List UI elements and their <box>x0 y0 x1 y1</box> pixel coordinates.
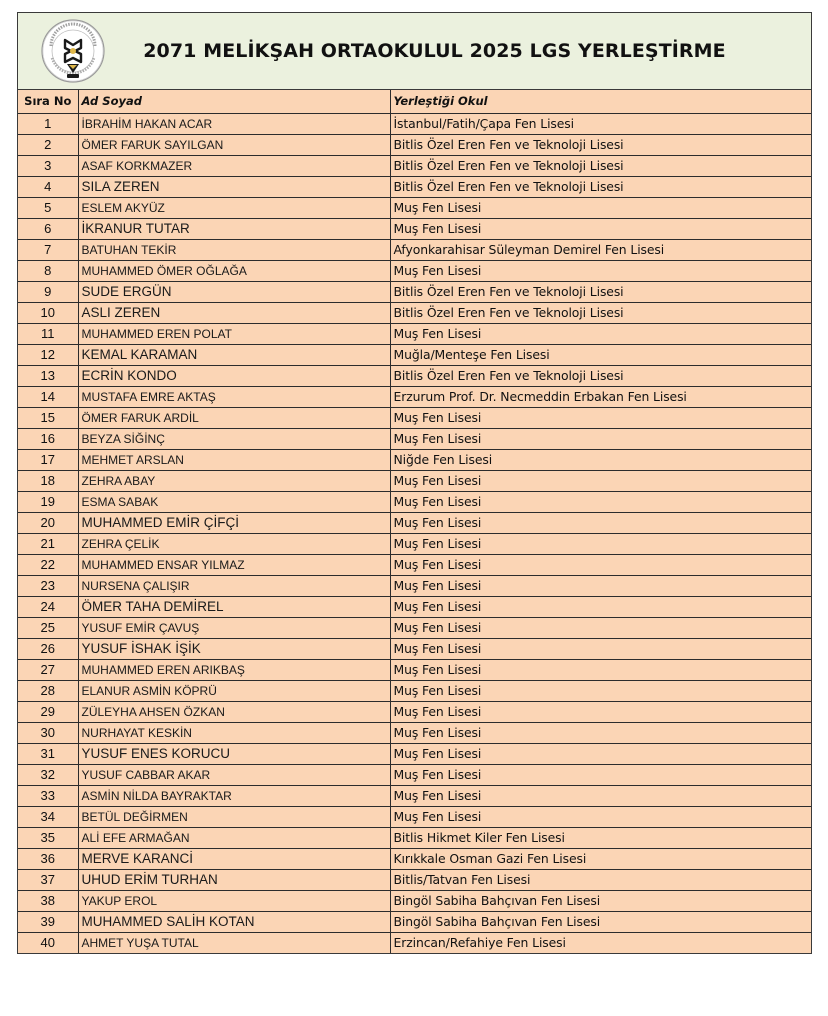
table-row <box>18 218 811 239</box>
table-row <box>18 323 811 344</box>
student-name: ALİ EFE ARMAĞAN <box>78 827 390 848</box>
table-row <box>18 344 811 365</box>
table-row <box>18 659 811 680</box>
table-row <box>18 113 811 134</box>
student-name: YUSUF ENES KORUCU <box>78 743 390 764</box>
table-row <box>18 806 811 827</box>
row-number: 8 <box>18 260 78 281</box>
row-number: 4 <box>18 176 78 197</box>
placement-sheet <box>17 12 812 954</box>
table-row <box>18 428 811 449</box>
placed-school: Bitlis/Tatvan Fen Lisesi <box>390 869 811 890</box>
placed-school: Muş Fen Lisesi <box>390 680 811 701</box>
table-row <box>18 911 811 932</box>
row-number: 12 <box>18 344 78 365</box>
row-number: 17 <box>18 449 78 470</box>
table-row <box>18 386 811 407</box>
table-row <box>18 512 811 533</box>
placed-school: Afyonkarahisar Süleyman Demirel Fen Lisesi <box>390 239 811 260</box>
placed-school: Bitlis Özel Eren Fen ve Teknoloji Lisesi <box>390 155 811 176</box>
placed-school: Muş Fen Lisesi <box>390 722 811 743</box>
table-header-row <box>18 90 811 113</box>
student-name: YUSUF CABBAR AKAR <box>78 764 390 785</box>
student-name: MUHAMMED EREN POLAT <box>78 323 390 344</box>
table-row <box>18 785 811 806</box>
table-row <box>18 554 811 575</box>
placed-school: Muş Fen Lisesi <box>390 596 811 617</box>
row-number: 10 <box>18 302 78 323</box>
table-row <box>18 575 811 596</box>
placed-school: Muş Fen Lisesi <box>390 512 811 533</box>
placed-school: Muş Fen Lisesi <box>390 491 811 512</box>
page-title: 2071 MELİKŞAH ORTAOKULUL 2025 LGS YERLEŞTİRME <box>143 40 726 62</box>
placed-school: Muş Fen Lisesi <box>390 659 811 680</box>
row-number: 6 <box>18 218 78 239</box>
title-header <box>18 13 811 90</box>
student-name: SILA ZEREN <box>78 176 390 197</box>
placed-school: Bitlis Özel Eren Fen ve Teknoloji Lisesi <box>390 302 811 323</box>
row-number: 30 <box>18 722 78 743</box>
student-name: YUSUF EMİR ÇAVUŞ <box>78 617 390 638</box>
table-row <box>18 365 811 386</box>
student-name: ÖMER FARUK SAYILGAN <box>78 134 390 155</box>
table-row <box>18 596 811 617</box>
row-number: 24 <box>18 596 78 617</box>
placed-school: Muş Fen Lisesi <box>390 218 811 239</box>
student-name: MUHAMMED SALİH KOTAN <box>78 911 390 932</box>
row-number: 14 <box>18 386 78 407</box>
table-row <box>18 407 811 428</box>
table-row <box>18 197 811 218</box>
student-name: NURHAYAT KESKİN <box>78 722 390 743</box>
row-number: 29 <box>18 701 78 722</box>
row-number: 20 <box>18 512 78 533</box>
student-name: YAKUP EROL <box>78 890 390 911</box>
row-number: 36 <box>18 848 78 869</box>
placed-school: Muş Fen Lisesi <box>390 743 811 764</box>
placed-school: Muş Fen Lisesi <box>390 575 811 596</box>
table-row <box>18 764 811 785</box>
row-number: 33 <box>18 785 78 806</box>
placed-school: Muş Fen Lisesi <box>390 197 811 218</box>
row-number: 37 <box>18 869 78 890</box>
student-name: MUHAMMED EREN ARIKBAŞ <box>78 659 390 680</box>
placed-school: Bitlis Özel Eren Fen ve Teknoloji Lisesi <box>390 134 811 155</box>
placed-school: Muş Fen Lisesi <box>390 323 811 344</box>
placed-school: Muş Fen Lisesi <box>390 701 811 722</box>
row-number: 9 <box>18 281 78 302</box>
placed-school: Muş Fen Lisesi <box>390 407 811 428</box>
placed-school: Bitlis Özel Eren Fen ve Teknoloji Lisesi <box>390 365 811 386</box>
row-number: 5 <box>18 197 78 218</box>
student-name: YUSUF İSHAK İŞİK <box>78 638 390 659</box>
student-name: ASAF KORKMAZER <box>78 155 390 176</box>
placed-school: Kırıkkale Osman Gazi Fen Lisesi <box>390 848 811 869</box>
row-number: 22 <box>18 554 78 575</box>
student-name: BETÜL DEĞİRMEN <box>78 806 390 827</box>
placed-school: Muş Fen Lisesi <box>390 785 811 806</box>
table-row <box>18 239 811 260</box>
table-row <box>18 722 811 743</box>
row-number: 40 <box>18 932 78 953</box>
table-row <box>18 491 811 512</box>
student-name: ESLEM AKYÜZ <box>78 197 390 218</box>
row-number: 1 <box>18 113 78 134</box>
row-number: 21 <box>18 533 78 554</box>
column-header-name: Ad Soyad <box>78 90 390 113</box>
student-name: MUHAMMED ÖMER OĞLAĞA <box>78 260 390 281</box>
table-row <box>18 260 811 281</box>
row-number: 35 <box>18 827 78 848</box>
row-number: 18 <box>18 470 78 491</box>
column-header-no: Sıra No <box>18 90 78 113</box>
placed-school: Bingöl Sabiha Bahçıvan Fen Lisesi <box>390 911 811 932</box>
table-row <box>18 869 811 890</box>
row-number: 25 <box>18 617 78 638</box>
placed-school: Niğde Fen Lisesi <box>390 449 811 470</box>
student-name: ZÜLEYHA AHSEN ÖZKAN <box>78 701 390 722</box>
table-row <box>18 932 811 953</box>
student-name: İBRAHİM HAKAN ACAR <box>78 113 390 134</box>
table-row <box>18 701 811 722</box>
placed-school: Bingöl Sabiha Bahçıvan Fen Lisesi <box>390 890 811 911</box>
row-number: 7 <box>18 239 78 260</box>
row-number: 31 <box>18 743 78 764</box>
student-name: İKRANUR TUTAR <box>78 218 390 239</box>
student-name: ECRİN KONDO <box>78 365 390 386</box>
table-row <box>18 680 811 701</box>
placed-school: Bitlis Özel Eren Fen ve Teknoloji Lisesi <box>390 176 811 197</box>
row-number: 39 <box>18 911 78 932</box>
row-number: 3 <box>18 155 78 176</box>
student-name: MUHAMMED EMİR ÇİFÇİ <box>78 512 390 533</box>
table-row <box>18 533 811 554</box>
table-row <box>18 743 811 764</box>
table-row <box>18 827 811 848</box>
student-name: MUHAMMED ENSAR YILMAZ <box>78 554 390 575</box>
student-name: MUSTAFA EMRE AKTAŞ <box>78 386 390 407</box>
table-row <box>18 155 811 176</box>
table-row <box>18 890 811 911</box>
placed-school: İstanbul/Fatih/Çapa Fen Lisesi <box>390 113 811 134</box>
row-number: 26 <box>18 638 78 659</box>
table-row <box>18 617 811 638</box>
placed-school: Muğla/Menteşe Fen Lisesi <box>390 344 811 365</box>
table-row <box>18 176 811 197</box>
student-name: MEHMET ARSLAN <box>78 449 390 470</box>
student-name: ÖMER TAHA DEMİREL <box>78 596 390 617</box>
placed-school: Muş Fen Lisesi <box>390 470 811 491</box>
student-name: ZEHRA ABAY <box>78 470 390 491</box>
placed-school: Bitlis Özel Eren Fen ve Teknoloji Lisesi <box>390 281 811 302</box>
table-row <box>18 638 811 659</box>
placed-school: Bitlis Hikmet Kiler Fen Lisesi <box>390 827 811 848</box>
table-row <box>18 449 811 470</box>
row-number: 23 <box>18 575 78 596</box>
student-name: MERVE KARANCİ <box>78 848 390 869</box>
row-number: 16 <box>18 428 78 449</box>
placed-school: Muş Fen Lisesi <box>390 638 811 659</box>
placement-table <box>18 90 811 953</box>
row-number: 11 <box>18 323 78 344</box>
placed-school: Muş Fen Lisesi <box>390 617 811 638</box>
row-number: 38 <box>18 890 78 911</box>
student-name: SUDE ERGÜN <box>78 281 390 302</box>
placed-school: Muş Fen Lisesi <box>390 806 811 827</box>
table-row <box>18 134 811 155</box>
row-number: 2 <box>18 134 78 155</box>
student-name: UHUD ERİM TURHAN <box>78 869 390 890</box>
row-number: 32 <box>18 764 78 785</box>
student-name: ELANUR ASMİN KÖPRÜ <box>78 680 390 701</box>
placed-school: Muş Fen Lisesi <box>390 428 811 449</box>
table-row <box>18 470 811 491</box>
row-number: 15 <box>18 407 78 428</box>
placed-school: Muş Fen Lisesi <box>390 533 811 554</box>
student-name: KEMAL KARAMAN <box>78 344 390 365</box>
row-number: 13 <box>18 365 78 386</box>
student-name: ÖMER FARUK ARDİL <box>78 407 390 428</box>
placed-school: Muş Fen Lisesi <box>390 554 811 575</box>
placed-school: Erzurum Prof. Dr. Necmeddin Erbakan Fen Lisesi <box>390 386 811 407</box>
table-body <box>18 113 811 953</box>
student-name: ASMİN NİLDA BAYRAKTAR <box>78 785 390 806</box>
row-number: 34 <box>18 806 78 827</box>
row-number: 27 <box>18 659 78 680</box>
student-name: BATUHAN TEKİR <box>78 239 390 260</box>
table-row <box>18 848 811 869</box>
row-number: 19 <box>18 491 78 512</box>
student-name: NURSENA ÇALIŞIR <box>78 575 390 596</box>
placed-school: Muş Fen Lisesi <box>390 764 811 785</box>
student-name: AHMET YUŞA TUTAL <box>78 932 390 953</box>
row-number: 28 <box>18 680 78 701</box>
student-name: ASLI ZEREN <box>78 302 390 323</box>
placed-school: Erzincan/Refahiye Fen Lisesi <box>390 932 811 953</box>
table-row <box>18 281 811 302</box>
column-header-school: Yerleştiği Okul <box>390 90 811 113</box>
student-name: ESMA SABAK <box>78 491 390 512</box>
placed-school: Muş Fen Lisesi <box>390 260 811 281</box>
student-name: ZEHRA ÇELİK <box>78 533 390 554</box>
table-row <box>18 302 811 323</box>
student-name: BEYZA SİĞİNÇ <box>78 428 390 449</box>
